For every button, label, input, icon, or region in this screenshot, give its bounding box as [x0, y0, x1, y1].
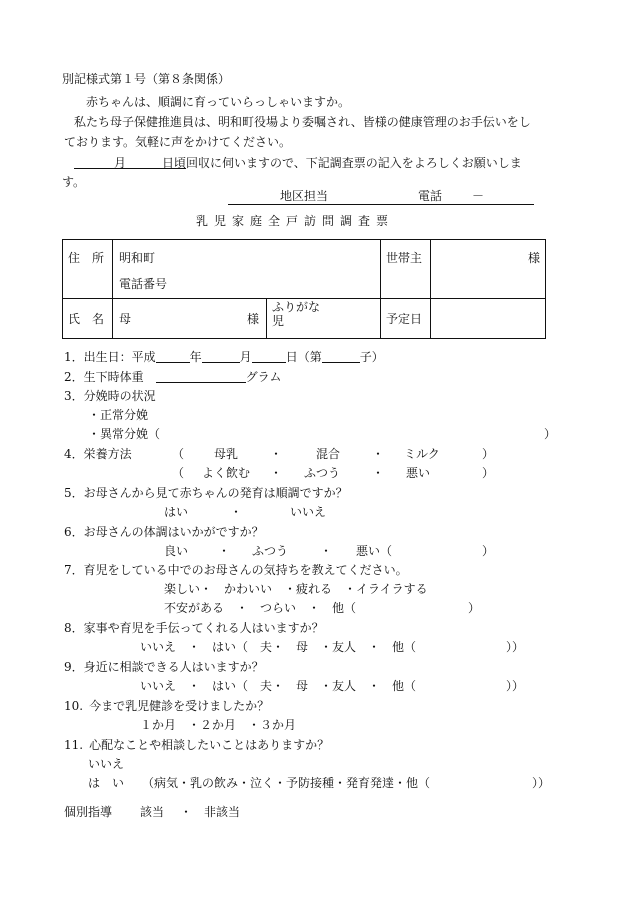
q4-open: （ [172, 447, 185, 461]
q4-open-2: （ [172, 466, 185, 480]
page-title: 乳児家庭全戸訪問調査票 [196, 214, 395, 228]
q7-options-row-1[interactable]: 楽しい・ かわいい ・疲れる ・イライラする [164, 582, 428, 596]
q8-close: ）） [506, 640, 525, 654]
furigana-label: ふりがな [272, 300, 321, 314]
q1-year-blank[interactable] [156, 350, 190, 363]
q4-dot-1: ・ [270, 447, 283, 461]
q7-close: ） [468, 601, 481, 615]
district-label: 地区担当 [280, 189, 329, 203]
mother-suffix: 様 [247, 312, 260, 326]
q7-options-row-2[interactable]: 不安がある ・ つらい ・ 他（ [164, 601, 357, 615]
q8-options[interactable]: いいえ ・ はい（ 夫・ 母 ・友人 ・ 他（ [140, 640, 417, 654]
due-date-label: 予定日 [386, 312, 423, 326]
q6-option-normal[interactable]: ふつう [252, 544, 289, 558]
month-label: 月 [114, 156, 127, 170]
q6-close: ） [482, 544, 495, 558]
form-number: 別記様式第１号（第８条関係） [62, 72, 231, 86]
q4-option-normal[interactable]: ふつう [304, 466, 341, 480]
intro-text-1: 私たち母子保健推進員は、明和町役場より委嘱され、皆様の健康管理のお手伝いをし [74, 115, 531, 129]
q4-label: 栄養方法 [83, 447, 132, 461]
q4-option-mixed[interactable]: 混合 [316, 447, 341, 461]
q4-dot-4: ・ [372, 466, 385, 480]
q4-option-breast[interactable]: 母乳 [214, 447, 239, 461]
q6-number: 6． [64, 525, 84, 539]
question-5 [64, 487, 348, 499]
greeting-text: 赤ちゃんは、順調に育っていらっしゃいますか。 [86, 95, 351, 109]
q1-month-label: 月 [239, 350, 252, 364]
q4-number: 4． [64, 447, 84, 461]
table-border-left [62, 239, 63, 338]
q6-dot-1: ・ [218, 544, 231, 558]
q3-close: ） [544, 427, 557, 441]
q4-option-milk[interactable]: ミルク [404, 447, 440, 461]
q1-day-blank[interactable] [252, 350, 286, 363]
householder-suffix: 様 [528, 251, 541, 265]
question-7 [64, 564, 408, 576]
child-label: 児 [272, 314, 285, 328]
q11-close: ）） [532, 776, 551, 790]
q10-label: 今まで乳児健診を受けましたか？ [89, 699, 270, 713]
question-4 [64, 448, 132, 460]
individual-guidance-label: 個別指導 [64, 805, 113, 819]
phone-label: 電話 [418, 189, 443, 203]
q1-year-label: 年 [189, 350, 202, 364]
guidance-option-not-applicable[interactable]: 非該当 [204, 805, 241, 819]
question-11 [64, 739, 329, 751]
q9-close: ）） [506, 679, 525, 693]
q1-month-blank[interactable] [202, 350, 240, 363]
table-col-3 [430, 239, 431, 338]
q7-number: 7． [64, 563, 84, 577]
phone-dash: － [472, 189, 485, 203]
q5-number: 5． [64, 486, 84, 500]
table-border-right [545, 239, 546, 338]
q4-close: ） [482, 447, 495, 461]
visit-text-2: す。 [62, 175, 86, 189]
q4-dot-3: ・ [270, 466, 283, 480]
name-label: 氏 名 [68, 312, 105, 326]
q11-option-no[interactable]: いいえ [88, 757, 125, 771]
q11-label: 心配なことや相談したいことはありますか？ [89, 738, 330, 752]
q3-number: 3． [64, 389, 84, 403]
guidance-dot: ・ [180, 805, 193, 819]
q2-unit: グラム [245, 370, 282, 384]
q1-label: 出生日：平成 [83, 350, 156, 364]
visit-text: 回収に伺いますので、下記調査票の記入をよろしくお願いしま [186, 156, 522, 170]
q4-close-2: ） [482, 466, 495, 480]
q3-option-abnormal[interactable]: ・異常分娩（ [88, 427, 161, 441]
table-col-child [266, 298, 267, 338]
q3-option-normal[interactable]: ・正常分娩 [88, 408, 149, 422]
table-col-1 [112, 239, 113, 338]
question-1 [64, 350, 384, 363]
q2-label: 生下時体重 [83, 370, 144, 384]
mother-label: 母 [119, 312, 132, 326]
q1-day-label: 日（第 [285, 350, 322, 364]
q1-order-label: 子） [359, 350, 384, 364]
q6-label: お母さんの体調はいかがですか？ [83, 525, 264, 539]
question-6 [64, 526, 264, 538]
month-blank[interactable] [74, 156, 114, 169]
q1-number: 1． [64, 350, 84, 364]
table-col-2 [380, 239, 381, 338]
q2-weight-blank[interactable] [156, 370, 246, 383]
question-2 [64, 370, 282, 383]
q9-label: 身近に相談できる人はいますか？ [83, 660, 264, 674]
guidance-option-applicable[interactable]: 該当 [140, 805, 165, 819]
q11-detail[interactable]: （病気・乳の飲み・泣く・予防接種・発育発達・他（ [142, 776, 431, 790]
address-label: 住 所 [68, 251, 105, 265]
q5-option-no[interactable]: いいえ [290, 505, 327, 519]
q11-number: 11. [64, 738, 84, 752]
q4-option-poor[interactable]: 悪い [406, 466, 431, 480]
q10-options[interactable]: １か月 ・２か月 ・３か月 [140, 718, 297, 732]
q2-number: 2． [64, 370, 84, 384]
question-9 [64, 661, 264, 673]
q1-order-blank[interactable] [322, 350, 360, 363]
q10-number: 10. [64, 699, 84, 713]
q9-options[interactable]: いいえ ・ はい（ 夫・ 母 ・友人 ・ 他（ [140, 679, 417, 693]
q8-label: 家事や育児を手伝ってくれる人はいますか？ [83, 621, 324, 635]
q7-label: 育児をしている中でのお母さんの気持ちを教えてください。 [83, 563, 408, 577]
intro-text-2: ております。気軽に声をかけてください。 [64, 135, 292, 149]
q11-option-yes[interactable]: は い [88, 776, 125, 790]
q6-option-good[interactable]: 良い [164, 544, 189, 558]
question-10 [64, 700, 269, 712]
phone-number-label: 電話番号 [119, 277, 168, 291]
q9-number: 9． [64, 660, 84, 674]
q5-option-yes[interactable]: はい [164, 505, 189, 519]
table-border-bottom [62, 338, 546, 339]
day-label: 日頃 [162, 156, 187, 170]
day-blank[interactable] [126, 156, 162, 169]
question-3 [64, 390, 156, 402]
table-border-top [62, 239, 546, 240]
q4-dot-2: ・ [372, 447, 385, 461]
q3-label: 分娩時の状況 [83, 389, 156, 403]
q6-dot-2: ・ [320, 544, 333, 558]
district-underline [228, 204, 534, 205]
q8-number: 8． [64, 621, 84, 635]
address-value[interactable]: 明和町 [119, 251, 156, 265]
householder-label: 世帯主 [386, 251, 423, 265]
q6-option-poor[interactable]: 悪い（ [356, 544, 393, 558]
table-border-mid [62, 298, 546, 299]
question-8 [64, 622, 324, 634]
q5-label: お母さんから見て赤ちゃんの発育は順調ですか？ [83, 486, 348, 500]
q4-option-drinks-well[interactable]: よく飲む [202, 466, 251, 480]
q5-dot: ・ [230, 505, 243, 519]
visit-line [74, 156, 522, 169]
